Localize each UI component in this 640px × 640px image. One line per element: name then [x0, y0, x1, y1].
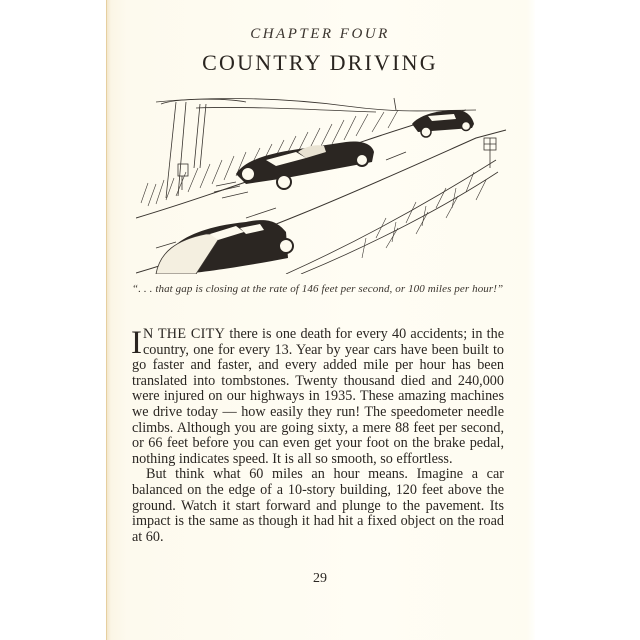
chapter-label: CHAPTER FOUR	[250, 26, 390, 42]
drop-cap: I	[131, 325, 142, 361]
lead-in: N THE CITY	[143, 326, 226, 342]
car-illustration	[136, 88, 536, 274]
page-number: 29	[313, 571, 327, 586]
paragraph-1	[132, 327, 504, 467]
illustration-caption: “. . . that gap is closing at the rate of 146 feet per second, or 100 miles per hour!”	[132, 283, 504, 295]
paragraph-2: But think what 60 miles an hour means. Imagine a car balanced on the edge of a 10-story building, 120 feet above the ground. Watch it start forward and plunge to the pavement. Its impact is the same as though it had hit a fixed object on the road at 60.	[132, 466, 504, 545]
paragraph-1-text: there is one death for every 40 accidents; in the country, one for every 13. Year by year cars have been built to go faster and faster, and every added mile per hour has been translated into tombstones. Twenty thousand died and 240,000 were injured on our highways in 1935. These amazing machines we drive today — how easily they run! The speedometer needle climbs. Although you are going sixty, a mere 88 feet per second, or 66 feet before you can even get your foot on the brake pedal, nothing indicates speed. It is all so smooth, so effortless.	[132, 326, 504, 467]
chapter-title: COUNTRY DRIVING	[202, 50, 438, 75]
body-text	[132, 327, 504, 545]
